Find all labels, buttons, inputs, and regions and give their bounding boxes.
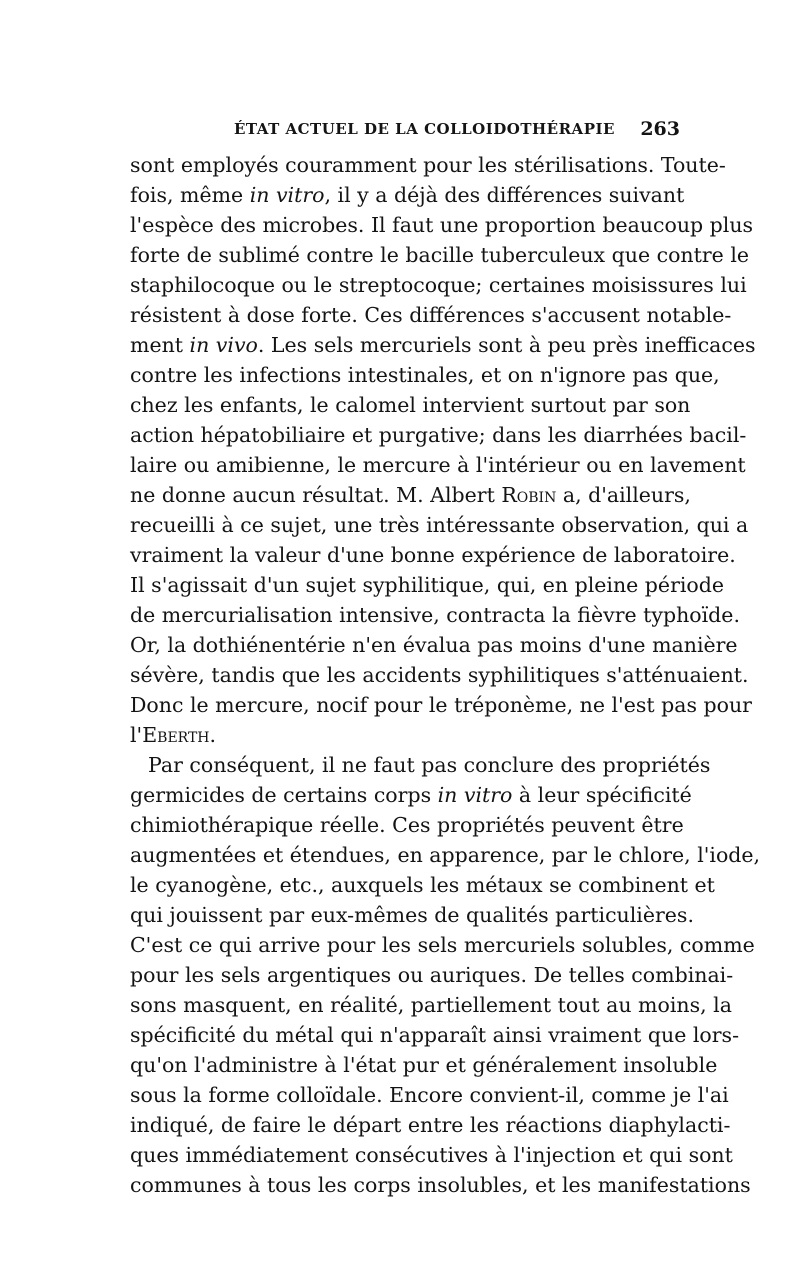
text-line (130, 840, 761, 870)
text-line (130, 180, 685, 210)
text-line (130, 600, 740, 630)
text-line (130, 990, 732, 1020)
text-run: résistent à dose forte. Ces différences s'accusent notable- (130, 303, 732, 327)
text-run: forte de sublimé contre le bacille tuberculeux que contre le (130, 243, 750, 267)
italic-text: in vitro (249, 183, 325, 207)
text-run: chez les enfants, le calomel intervient surtout par son (130, 393, 691, 417)
text-run: . (209, 723, 217, 747)
text-run: ment (130, 333, 190, 357)
text-run: staphilocoque ou le streptocoque; certaines moisissures lui (130, 273, 747, 297)
text-line (130, 1110, 731, 1140)
text-run: Par conséquent, il ne faut pas conclure des propriétés (148, 753, 711, 777)
text-line (130, 450, 746, 480)
text-line (130, 690, 752, 720)
text-line (130, 270, 747, 300)
page-number: 263 (640, 118, 680, 140)
text-run: le cyanogène, etc., auxquels les métaux se combinent et (130, 873, 715, 897)
text-run: sons masquent, en réalité, partiellement tout au moins, la (130, 993, 732, 1017)
small-caps-name: Robin (501, 483, 557, 507)
text-line (130, 1020, 739, 1050)
text-run: Il s'agissait d'un sujet syphilitique, qui, en pleine période (130, 573, 725, 597)
text-line (130, 420, 747, 450)
text-run: vraiment la valeur d'une bonne expérience de laboratoire. (130, 543, 736, 567)
running-head (130, 118, 680, 142)
body-text (130, 150, 761, 1200)
text-run: chimiothérapique réelle. Ces propriétés peuvent être (130, 813, 684, 837)
text-line (130, 360, 720, 390)
text-line (130, 960, 734, 990)
text-line (130, 150, 726, 180)
italic-text: in vitro (437, 783, 513, 807)
text-line (130, 300, 732, 330)
text-run: qu'on l'administre à l'état pur et généralement insoluble (130, 1053, 718, 1077)
text-run: à leur spécificité (512, 783, 692, 807)
text-run: l' (130, 723, 143, 747)
text-run: sont employés couramment pour les stérilisations. Toute- (130, 153, 726, 177)
text-line (130, 240, 750, 270)
text-line (130, 1170, 751, 1200)
text-run: Donc le mercure, nocif pour le tréponème, ne l'est pas pour (130, 693, 752, 717)
text-run: , il y a déjà des différences suivant (324, 183, 685, 207)
text-run: ques immédiatement consécutives à l'injection et qui sont (130, 1143, 733, 1167)
text-run: indiqué, de faire le départ entre les réactions diaphylacti- (130, 1113, 731, 1137)
text-line (130, 900, 694, 930)
text-run: action hépatobiliaire et purgative; dans les diarrhées bacil- (130, 423, 747, 447)
text-run: ne donne aucun résultat. M. Albert (130, 483, 502, 507)
text-line (130, 510, 749, 540)
text-line (130, 480, 691, 510)
text-run: Or, la dothiénentérie n'en évalua pas moins d'une manière (130, 633, 738, 657)
italic-text: in vivo (189, 333, 258, 357)
text-run: pour les sels argentiques ou auriques. De telles combinai- (130, 963, 734, 987)
text-line (130, 1080, 729, 1110)
text-line (130, 630, 738, 660)
text-run: augmentées et étendues, en apparence, par le chlore, l'iode, (130, 843, 761, 867)
text-line (130, 930, 755, 960)
text-run: . Les sels mercuriels sont à peu près inefficaces (257, 333, 756, 357)
text-line (130, 210, 754, 240)
text-line (130, 330, 756, 360)
text-run: a, d'ailleurs, (556, 483, 691, 507)
running-title: ÉTAT ACTUEL DE LA COLLOIDOTHÉRAPIE (234, 120, 615, 138)
small-caps-name: Eberth (142, 723, 210, 747)
text-line (130, 720, 678, 750)
text-run: germicides de certains corps (130, 783, 438, 807)
text-run: qui jouissent par eux-mêmes de qualités particulières. (130, 903, 694, 927)
text-line (130, 1140, 733, 1170)
text-run: sous la forme colloïdale. Encore convient-il, comme je l'ai (130, 1083, 729, 1107)
text-line (130, 780, 692, 810)
text-run: spécificité du métal qui n'apparaît ainsi vraiment que lors- (130, 1023, 739, 1047)
text-line (130, 810, 684, 840)
text-line (130, 750, 711, 780)
text-run: l'espèce des microbes. Il faut une proportion beaucoup plus (130, 213, 754, 237)
text-line (130, 570, 725, 600)
text-line (130, 870, 715, 900)
text-run: de mercurialisation intensive, contracta la fièvre typhoïde. (130, 603, 740, 627)
text-run: C'est ce qui arrive pour les sels mercuriels solubles, comme (130, 933, 755, 957)
text-run: fois, même (130, 183, 250, 207)
text-line (130, 660, 749, 690)
text-run: sévère, tandis que les accidents syphilitiques s'atténuaient. (130, 663, 749, 687)
text-line (130, 1050, 718, 1080)
text-run: recueilli à ce sujet, une très intéressante observation, qui a (130, 513, 749, 537)
text-line (130, 390, 691, 420)
text-line (130, 540, 736, 570)
text-run: communes à tous les corps insolubles, et les manifestations (130, 1173, 751, 1197)
text-run: laire ou amibienne, le mercure à l'intérieur ou en lavement (130, 453, 746, 477)
text-run: contre les infections intestinales, et on n'ignore pas que, (130, 363, 720, 387)
